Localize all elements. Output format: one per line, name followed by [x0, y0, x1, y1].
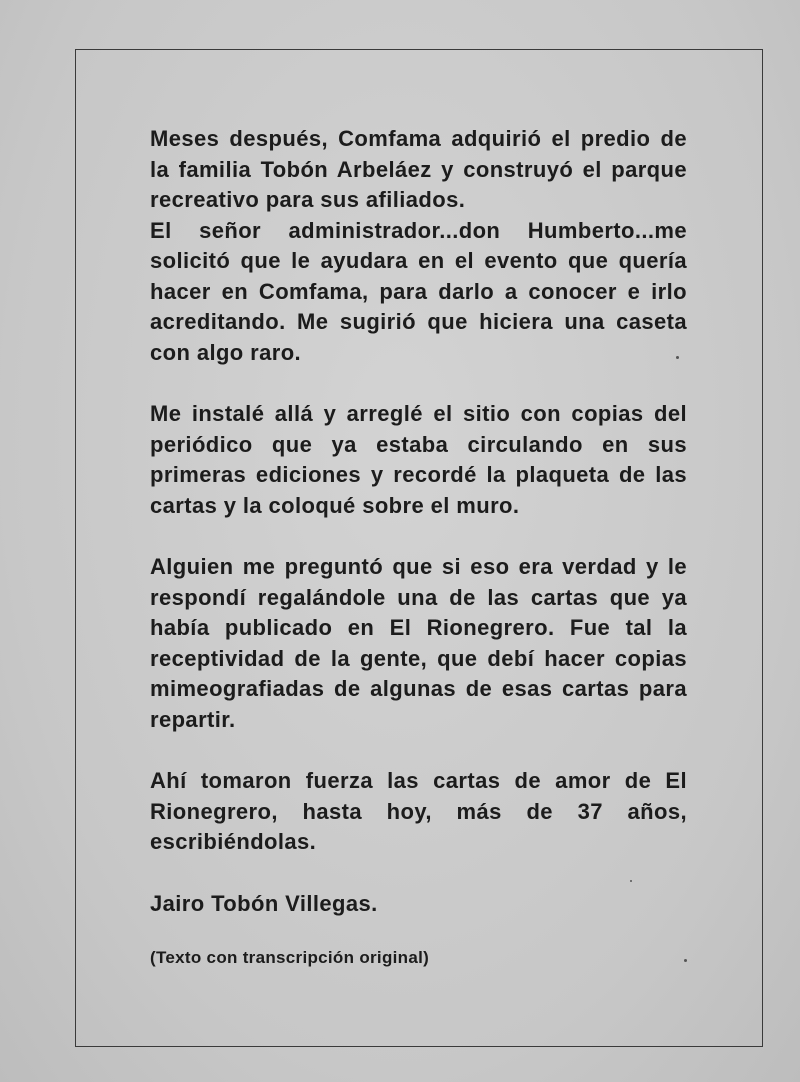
paragraph-2: El señor administrador...don Humberto...me solicitó que le ayudara en el evento que quería hacer en Comfama, para darlo a conocer e irlo acreditando. Me sugirió que hiciera una caseta con algo raro. [150, 217, 687, 365]
paragraph-1: Meses después, Comfama adquirió el predio de la familia Tobón Arbeláez y construyó el parque recreativo para sus afiliados. [150, 126, 687, 212]
document-body [150, 124, 687, 970]
paragraph-spacer [150, 919, 687, 946]
paragraph-spacer [150, 858, 687, 889]
paragraph-spacer [150, 368, 687, 399]
paragraph-spacer [150, 735, 687, 766]
paragraph-spacer [150, 521, 687, 552]
author-signature: Jairo Tobón Villegas. [150, 890, 378, 916]
paragraph-3: Me instalé allá y arreglé el sitio con copias del periódico que ya estaba circulando en sus primeras ediciones y recordé la plaqueta de las cartas y la coloqué sobre el muro. [150, 401, 687, 518]
transcription-note: (Texto con transcripción original) [150, 948, 430, 967]
paragraph-5: Ahí tomaron fuerza las cartas de amor de El Rionegrero, hasta hoy, más de 37 años, escribiéndolas. [150, 768, 687, 854]
paragraph-4: Alguien me preguntó que si eso era verdad y le respondí regalándole una de las cartas que ya había publicado en El Rionegrero. Fue tal la receptividad de la gente, que debí hacer copias mimeografiadas de algunas de esas cartas para repartir. [150, 554, 687, 732]
